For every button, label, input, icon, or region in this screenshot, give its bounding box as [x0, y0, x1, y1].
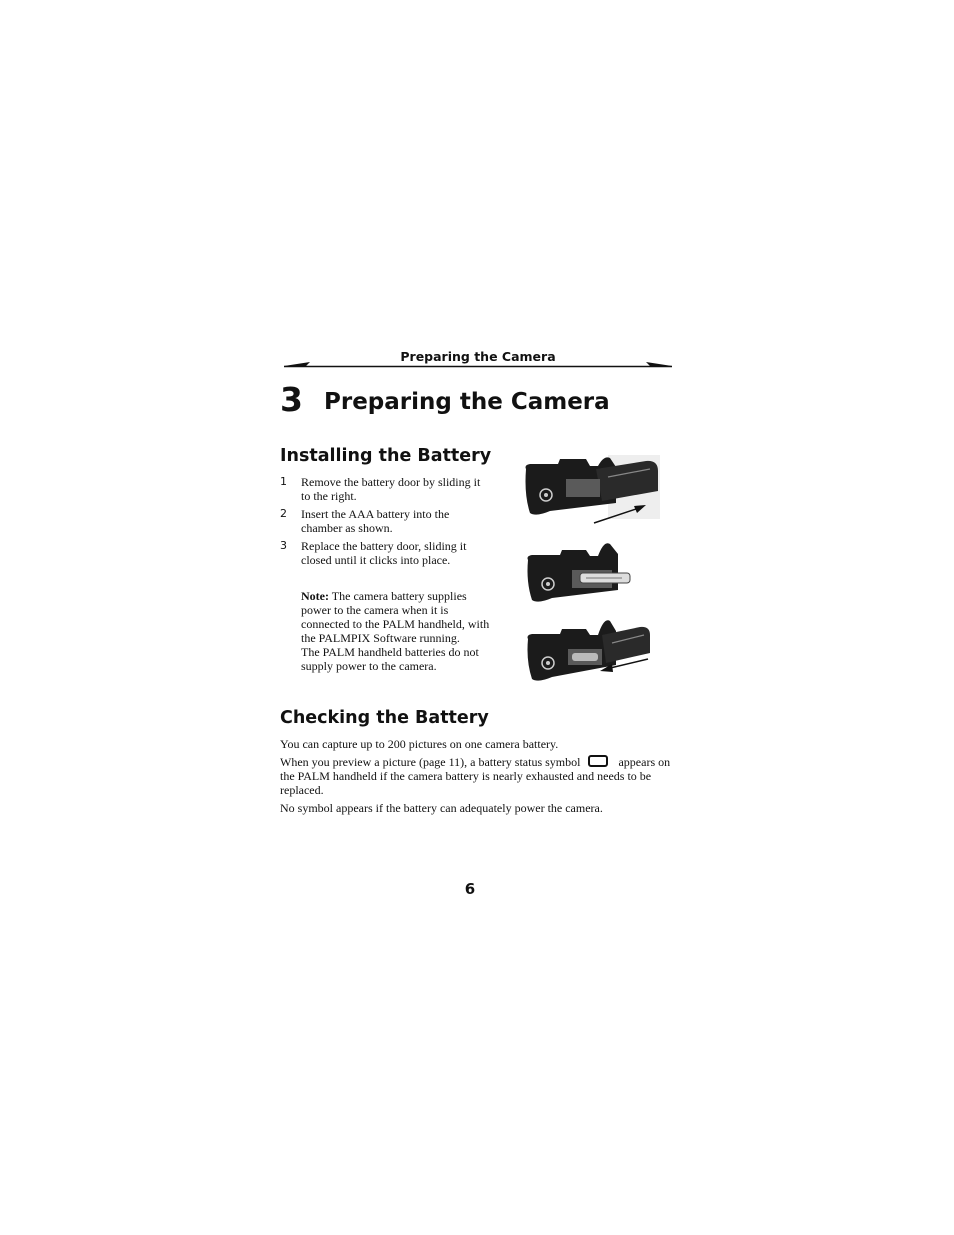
note-block: [301, 589, 493, 673]
note-label: Note:: [301, 589, 329, 603]
paragraph-text: appears on the PALM handheld if the camera battery is nearly exhausted and needs to be replaced.: [280, 755, 671, 797]
step-text: Insert the AAA battery into the chamber as shown.: [301, 507, 450, 535]
camera-battery-insert-image: [522, 538, 640, 606]
chapter-title: Preparing the Camera: [324, 389, 610, 415]
step-text: Replace the battery door, sliding it closed until it clicks into place.: [301, 539, 467, 567]
step-number: 1: [280, 475, 287, 488]
note-text: The camera battery supplies power to the camera when it is connected to the PALM handheld, with the PALMPIX Software running.: [301, 589, 490, 645]
header-rule: [284, 361, 672, 369]
paragraph-text: When you preview a picture (page 11), a battery status symbol: [280, 755, 581, 769]
page-number: 6: [464, 880, 476, 898]
paragraph: [280, 755, 674, 797]
step-text: Remove the battery door by sliding it to the right.: [301, 475, 481, 503]
step-number: 3: [280, 539, 287, 552]
camera-battery-door-close-image: [522, 613, 654, 685]
battery-status-icon: [588, 755, 608, 767]
note-text-2: The PALM handheld batteries do not supply power to the camera.: [301, 645, 479, 673]
camera-battery-door-open-image: [520, 455, 662, 527]
running-header-title: Preparing the Camera: [400, 349, 556, 364]
paragraph: You can capture up to 200 pictures on one camera battery.: [280, 737, 559, 751]
step-number: 2: [280, 507, 287, 520]
section-heading-installing: Installing the Battery: [280, 446, 492, 466]
paragraph: No symbol appears if the battery can adequately power the camera.: [280, 801, 603, 815]
chapter-number: 3: [280, 380, 303, 419]
running-header: [284, 349, 672, 371]
section-heading-checking: Checking the Battery: [280, 708, 489, 728]
